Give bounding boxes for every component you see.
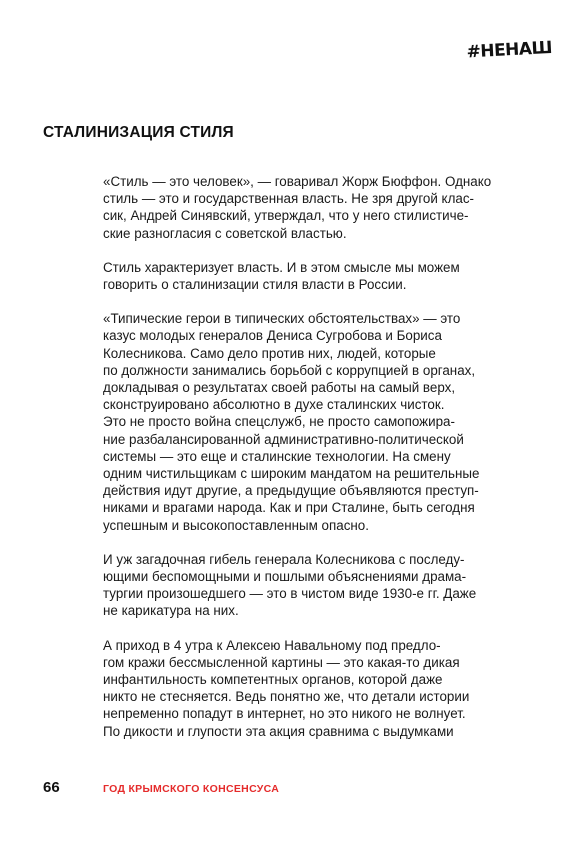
- text-line: ние разбалансированной административно-политической: [103, 431, 464, 447]
- page-number: 66: [43, 779, 60, 796]
- text-line: «Типические герои в типических обстоятельствах» — это: [103, 311, 461, 327]
- text-line: А приход в 4 утра к Алексею Навальному под предло-: [103, 637, 441, 653]
- paragraph-5: [103, 637, 493, 740]
- paragraph-2: [103, 259, 493, 293]
- text-line: Стиль характеризует власть. И в этом смысле мы можем: [103, 259, 460, 275]
- text-line: ющими беспомощными и пошлыми объяснениями драма-: [103, 569, 467, 585]
- text-line: стиль — это и государственная власть. Не зря другой клас-: [103, 191, 474, 207]
- text-line: тургии произошедшего — это в чистом виде 1930-е гг. Даже: [103, 586, 477, 602]
- section-title: СТАЛИНИЗАЦИЯ СТИЛЯ: [43, 124, 234, 141]
- running-title: ГОД КРЫМСКОГО КОНСЕНСУСА: [103, 783, 280, 795]
- text-line: И уж загадочная гибель генерала Колесникова с последу-: [103, 551, 465, 567]
- text-line: Это не просто война спецслужб, не просто самопожира-: [103, 414, 455, 430]
- text-line: не карикатура на них.: [103, 603, 239, 619]
- text-line: казус молодых генералов Дениса Сугробова и Бориса: [103, 328, 442, 344]
- text-line: сконструировано абсолютно в духе сталинских чисток.: [103, 397, 445, 413]
- text-line: системы — это еще и сталинские технологии. На смену: [103, 448, 451, 464]
- text-line: одним чистильщикам с широким мандатом на решительные: [103, 466, 480, 482]
- page-footer: [43, 779, 279, 796]
- text-line: по должности занимались борьбой с коррупцией в органах,: [103, 362, 476, 378]
- text-line: гом кражи бессмысленной картины — это какая-то дикая: [103, 654, 460, 670]
- paragraph-1: [103, 173, 493, 242]
- text-line: Колесникова. Само дело против них, людей, которые: [103, 345, 436, 361]
- text-line: непременно попадут в интернет, но это никого не волнует.: [103, 706, 466, 722]
- body-text: [103, 173, 493, 757]
- text-line: сик, Андрей Синявский, утверждал, что у него стилистиче-: [103, 208, 469, 224]
- text-line: говорить о сталинизации стиля власти в России.: [103, 277, 407, 293]
- text-line: По дикости и глупости эта акция сравнима с выдумками: [103, 723, 454, 739]
- text-line: успешным и высокопоставленным опасно.: [103, 517, 369, 533]
- text-line: ские разногласия с советской властью.: [103, 225, 347, 241]
- text-line: инфантильность компетентных органов, которой даже: [103, 672, 443, 688]
- text-line: «Стиль — это человек», — говаривал Жорж Бюффон. Однако: [103, 174, 492, 189]
- logo: #НЕНАШ: [465, 38, 553, 63]
- paragraph-3: [103, 310, 493, 534]
- paragraph-4: [103, 551, 493, 620]
- text-line: никто не стесняется. Ведь понятно же, что детали истории: [103, 689, 470, 705]
- text-line: никами и врагами народа. Как и при Сталине, быть сегодня: [103, 500, 475, 516]
- text-line: действия идут другие, а предыдущие объявляются преступ-: [103, 483, 479, 499]
- text-line: докладывая о результатах своей работы на самый верх,: [103, 380, 456, 396]
